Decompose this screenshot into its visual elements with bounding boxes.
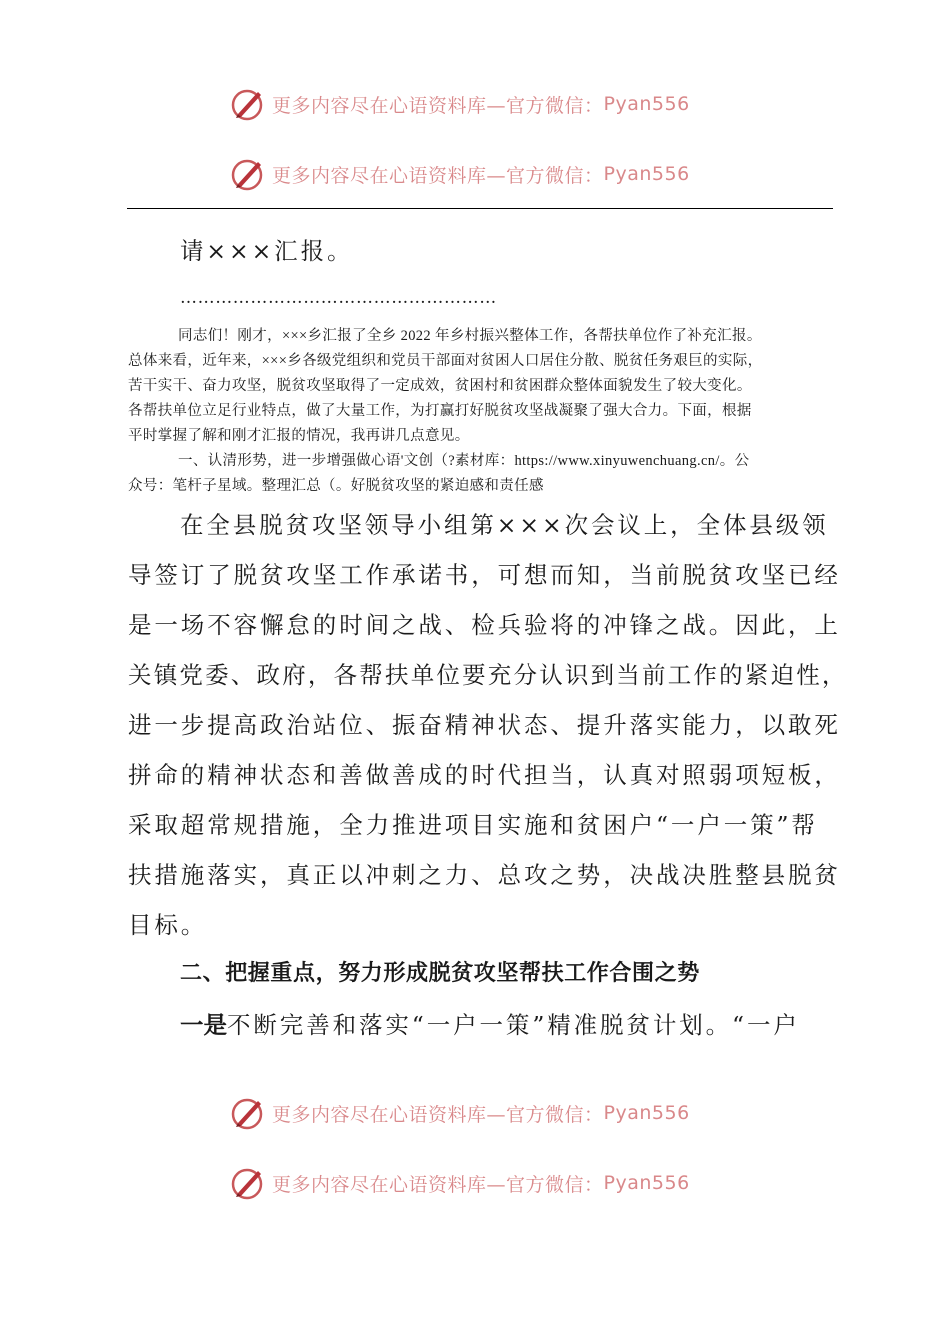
pen-logo-icon xyxy=(228,1163,268,1203)
body-line: 在全县脱贫攻坚领导小组第×××次会议上，全体县级领 xyxy=(180,511,829,539)
body-line: 关镇党委、政府，各帮扶单位要充分认识到当前工作的紧迫性， xyxy=(128,661,848,689)
body-line: 进一步提高政治站位、振奋精神状态、提升落实能力，以敢死 xyxy=(128,711,841,739)
body-line-last xyxy=(180,1006,800,1040)
watermark-id: Pyan556 xyxy=(603,1102,690,1124)
pen-logo-icon xyxy=(228,84,268,124)
small-line: 同志们！刚才，×××乡汇报了全乡 2022 年乡村振兴整体工作，各帮扶单位作了补充汇报。 xyxy=(178,328,762,344)
watermark-text: 更多内容尽在心语资料库—官方微信： xyxy=(272,1103,604,1126)
ellipsis-line: ……………………………………………… xyxy=(180,288,497,308)
small-line: 众号：笔杆子星域。整理汇总（。好脱贫攻坚的紧迫感和责任感 xyxy=(128,478,544,494)
body-line: 导签订了脱贫攻坚工作承诺书，可想而知，当前脱贫攻坚已经 xyxy=(128,561,841,589)
body-line: 目标。 xyxy=(128,911,208,939)
report-line: 请×××汇报。 xyxy=(180,237,354,265)
small-line: 总体来看，近年来，×××乡各级党组织和党员干部面对贫困人口居住分散、脱贫任务艰巨的实际， xyxy=(128,353,763,369)
header-rule xyxy=(127,208,833,209)
watermark-text: 更多内容尽在心语资料库—官方微信： xyxy=(272,164,604,187)
small-line: 各帮扶单位立足行业特点，做了大量工作，为打赢打好脱贫攻坚战凝聚了强大合力。下面，根据 xyxy=(128,403,752,419)
watermark-text: 更多内容尽在心语资料库—官方微信： xyxy=(272,94,604,117)
body-line: 扶措施落实，真正以冲刺之力、总攻之势，决战决胜整县脱贫 xyxy=(128,861,841,889)
section-heading: 二、把握重点，努力形成脱贫攻坚帮扶工作合围之势 xyxy=(180,961,700,986)
watermark-banner-3 xyxy=(228,1093,690,1133)
watermark-id: Pyan556 xyxy=(603,163,690,185)
pen-logo-icon xyxy=(228,154,268,194)
body-line: 是一场不容懈怠的时间之战、检兵验将的冲锋之战。因此，上 xyxy=(128,611,841,639)
lead-text: 一是 xyxy=(180,1011,227,1039)
small-line: 苦干实干、奋力攻坚，脱贫攻坚取得了一定成效，贫困村和贫困群众整体面貌发生了较大变化。 xyxy=(128,378,752,394)
watermark-id: Pyan556 xyxy=(603,1172,690,1194)
small-line: 平时掌握了解和刚才汇报的情况，我再讲几点意见。 xyxy=(128,428,470,444)
body-line: 采取超常规措施，全力推进项目实施和贫困户“一户一策”帮 xyxy=(128,811,818,839)
watermark-id: Pyan556 xyxy=(603,93,690,115)
body-text: 不断完善和落实“一户一策”精准脱贫计划。“一户 xyxy=(227,1011,800,1039)
body-line: 拼命的精神状态和善做善成的时代担当，认真对照弱项短板， xyxy=(128,761,841,789)
watermark-text: 更多内容尽在心语资料库—官方微信： xyxy=(272,1173,604,1196)
watermark-banner-2 xyxy=(228,154,690,194)
small-line: 一、认清形势，进一步增强做心语'文创（?素材库：https://www.xinyuwenchuang.cn/。公 xyxy=(178,453,750,469)
pen-logo-icon xyxy=(228,1093,268,1133)
watermark-banner-4 xyxy=(228,1163,690,1203)
watermark-banner-1 xyxy=(228,84,690,124)
